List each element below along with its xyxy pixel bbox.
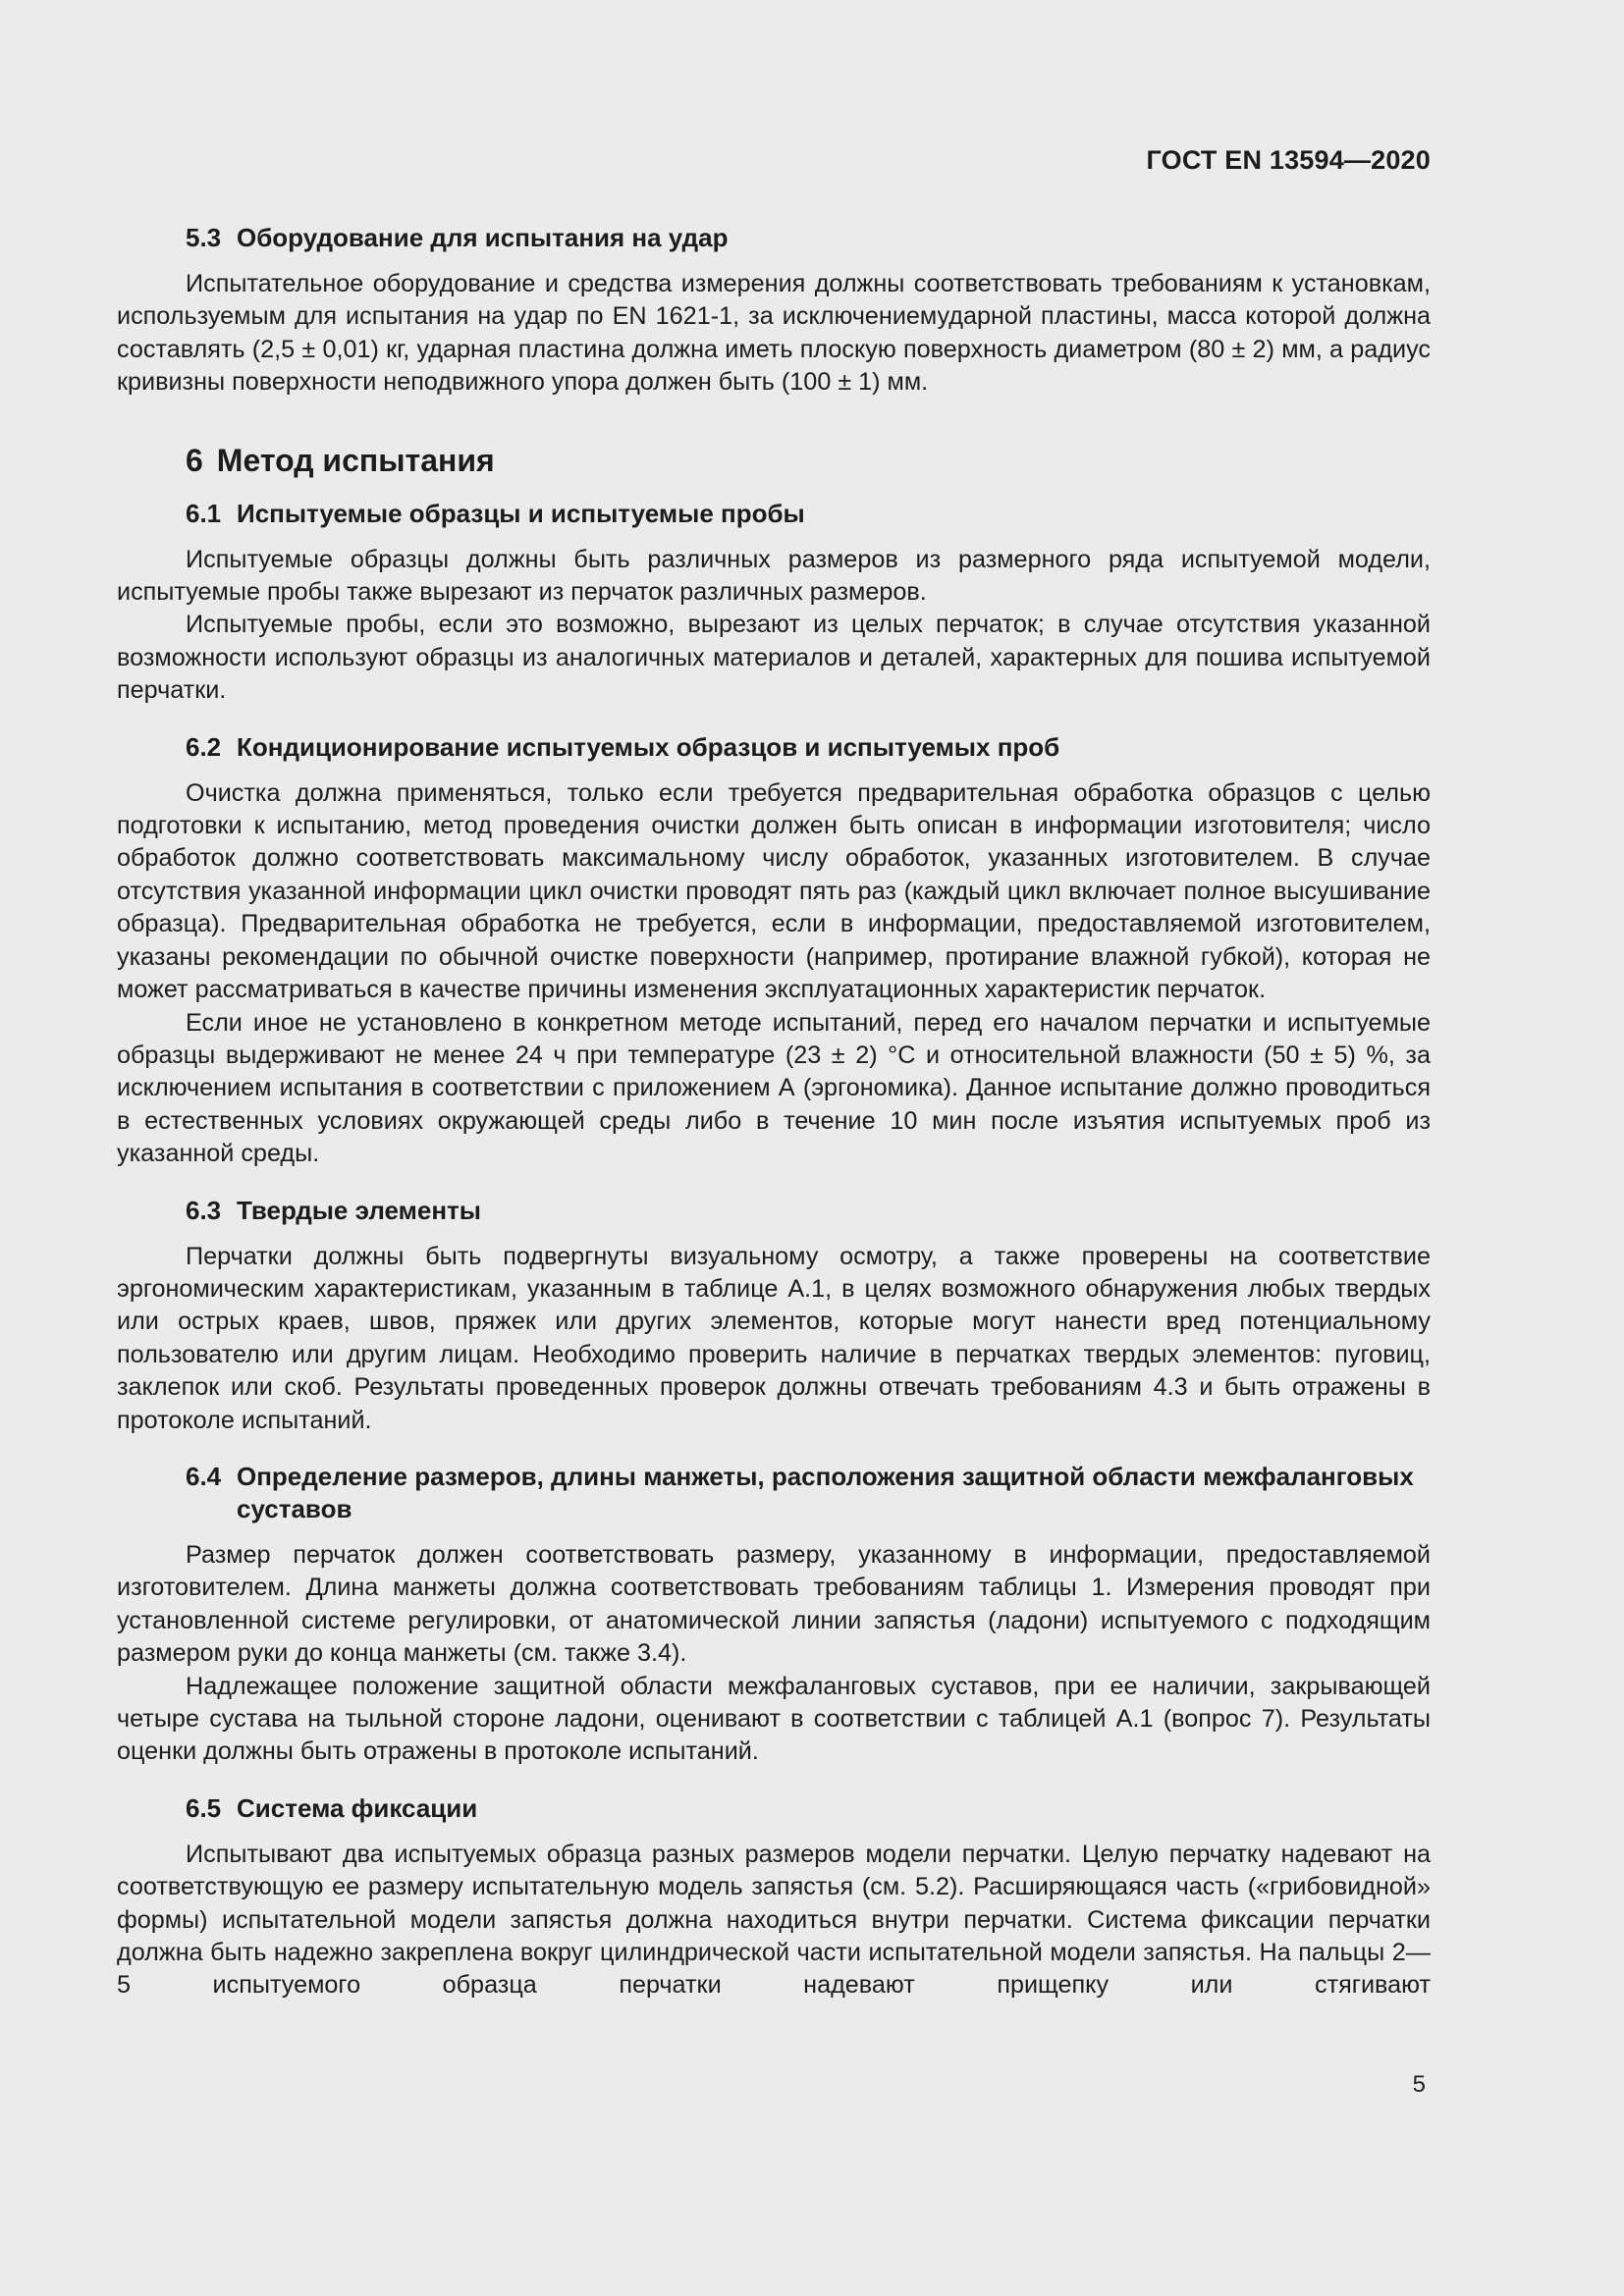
section-heading-6-5 — [117, 1792, 1431, 1825]
paragraph: Перчатки должны быть подвергнуты визуальному осмотру, а также проверены на соответствие эргономическим характеристикам, указанным в таблице А.1, в целях возможного обнаружения любых твердых или острых краев, швов, пряжек или других элементов, которые могут нанести вред потенциальному пользователю или другим лицам. Необходимо проверить наличие в перчатках твердых элементов: пуговиц, заклепок или скоб. Результаты проведенных проверок должны отвечать требованиям 4.3 и быть отражены в протоколе испытаний. — [117, 1242, 1431, 1434]
paragraph: Испытательное оборудование и средства измерения должны соответствовать требованиям к установкам, используемым для испытания на удар по EN 1621-1, за исключениемударной пластины, масса которой должна составлять (2,5 ± 0,01) кг, ударная пластина должна иметь плоскую поверхность диаметром (80 ± 2) мм, а радиус кривизны поверхности неподвижного упора должен быть (100 ± 1) мм. — [117, 270, 1431, 397]
section-title: Определение размеров, длины манжеты, расположения защитной области межфаланговых суставов — [237, 1461, 1414, 1523]
section-heading-6-4 — [117, 1461, 1431, 1525]
section-heading-6-1 — [117, 498, 1431, 530]
document-code-header: ГОСТ EN 13594—2020 — [1146, 145, 1431, 175]
paragraph: Испытуемые образцы должны быть различных размеров из размерного ряда испытуемой модели, испытуемые пробы также вырезают из перчаток различных размеров. — [117, 545, 1431, 607]
chapter-heading-6 — [117, 441, 1431, 480]
paragraph: Испытывают два испытуемых образца разных размеров модели перчатки. Целую перчатку надевают на соответствующую ее размеру испытательную модель запястья (см. 5.2). Расширяющаяся часть («грибовидной» формы) испытательной модели запястья должна находиться внутри перчатки. Система фиксации перчатки должна быть надежно закреплена вокруг цилиндрической части испытательной модели запястья. На пальцы 2—5 испытуемого образца перчатки надевают прищепку или стягивают — [117, 1840, 1431, 2000]
document-body — [117, 222, 1431, 2002]
section-number: 6.4 — [186, 1461, 222, 1491]
section-number: 6.3 — [186, 1195, 222, 1225]
paragraph: Очистка должна применяться, только если требуется предварительная обработка образцов с целью подготовки к испытанию, метод проведения очистки должен быть описан в информации изготовителя; число обработок должно соответствовать максимальному числу обработок, указанных изготовителем. В случае отсутствия указанной информации цикл очистки проводят пять раз (каждый цикл включает полное высушивание образца). Предварительная обработка не требуется, если в информации, предоставляемой изготовителем, указаны рекомендации по обычной очистке поверхности (например, протирание влажной губкой), которая не может рассматриваться в качестве причины изменения эксплуатационных характеристик перчаток. — [117, 778, 1431, 1004]
page-number: 5 — [1412, 2071, 1426, 2098]
section-number: 6.2 — [186, 731, 222, 762]
section-heading-6-3 — [117, 1195, 1431, 1227]
section-heading-6-2 — [117, 731, 1431, 764]
section-title: Кондиционирование испытуемых образцов и испытуемых проб — [237, 731, 1060, 762]
section-heading-5-3 — [117, 222, 1431, 254]
section-title: Оборудование для испытания на удар — [237, 223, 729, 252]
paragraph: Надлежащее положение защитной области межфаланговых суставов, при ее наличии, закрывающей четыре сустава на тыльной стороне ладони, оценивают в соответствии с таблицей А.1 (вопрос 7). Результаты оценки должны быть отражены в протоколе испытаний. — [117, 1672, 1431, 1766]
section-number: 6.5 — [186, 1792, 222, 1823]
section-number: 5.3 — [186, 223, 222, 252]
paragraph: Испытуемые пробы, если это возможно, вырезают из целых перчаток; в случае отсутствия указанной возможности используют образцы из аналогичных материалов и деталей, характерных для пошива испытуемой перчатки. — [117, 611, 1431, 705]
paragraph: Если иное не установлено в конкретном методе испытаний, перед его началом перчатки и испытуемые образцы выдерживают не менее 24 ч при температуре (23 ± 2) °С и относительной влажности (50 ± 5) %, за исключением испытания в соответствии с приложением А (эргономика). Данное испытание должно проводиться в естественных условиях окружающей среды либо в течение 10 мин после изъятия испытуемых проб из указанной среды. — [117, 1008, 1431, 1168]
section-title: Система фиксации — [237, 1792, 478, 1823]
section-title: Твердые элементы — [237, 1195, 481, 1225]
paragraph: Размер перчаток должен соответствовать размеру, указанному в информации, предоставляемой изготовителем. Длина манжеты должна соответствовать требованиям таблицы 1. Измерения проводят при установленной системе регулировки, от анатомической линии запястья (ладони) испытуемого с подходящим размером руки до конца манжеты (см. также 3.4). — [117, 1540, 1431, 1668]
section-title: Испытуемые образцы и испытуемые пробы — [237, 498, 805, 528]
section-number: 6.1 — [186, 498, 222, 528]
chapter-title: Метод испытания — [216, 442, 495, 478]
chapter-number: 6 — [186, 442, 203, 478]
